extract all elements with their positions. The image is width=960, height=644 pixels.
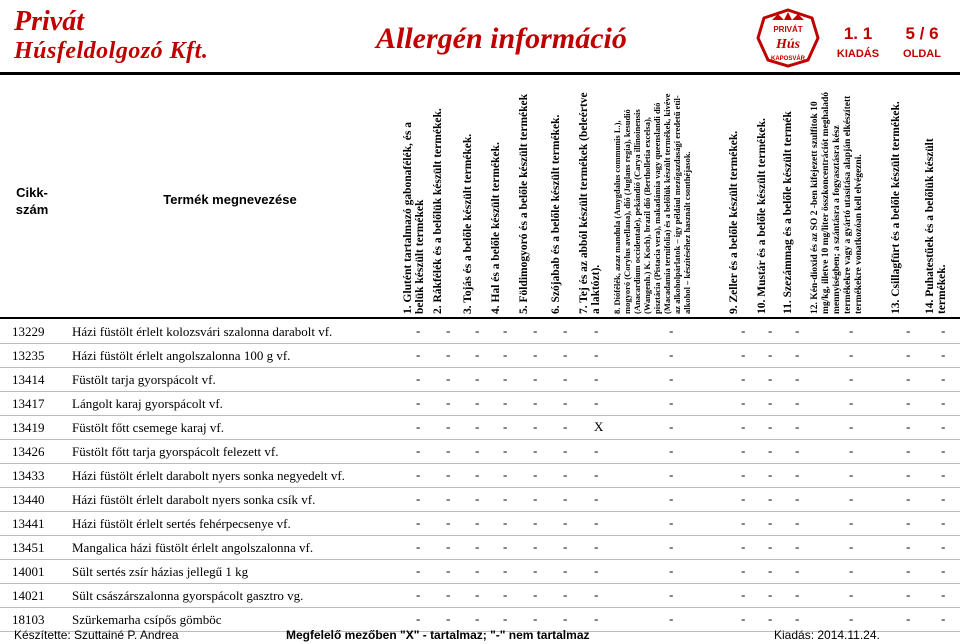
allergen-mark: - — [741, 395, 746, 410]
product-code: 13441 — [0, 512, 72, 536]
allergen-mark: - — [563, 371, 568, 386]
allergen-mark: - — [768, 515, 773, 530]
allergen-mark: - — [768, 587, 773, 602]
page-value: 5 / 6 — [905, 24, 939, 43]
allergen-mark: - — [503, 323, 508, 338]
allergen-mark: - — [563, 347, 568, 362]
allergen-mark: - — [941, 323, 946, 338]
allergen-mark: - — [533, 467, 538, 482]
allergen-mark: - — [849, 611, 854, 626]
allergen-mark: - — [475, 347, 480, 362]
allergen-mark: - — [906, 419, 911, 434]
brand-subtitle: Húsfeldolgozó Kft. — [14, 38, 209, 64]
allergen-mark: - — [906, 587, 911, 602]
allergen-mark: - — [503, 587, 508, 602]
allergen-mark: - — [446, 347, 451, 362]
product-code: 13451 — [0, 536, 72, 560]
allergen-mark: - — [416, 467, 421, 482]
allergen-mark: - — [503, 563, 508, 578]
allergen-mark: - — [416, 323, 421, 338]
allergen-mark: - — [741, 419, 746, 434]
column-header-name: Termék megnevezése — [163, 192, 297, 207]
allergen-mark: - — [563, 587, 568, 602]
allergen-mark: - — [416, 443, 421, 458]
allergen-mark: - — [906, 371, 911, 386]
allergen-mark: - — [795, 395, 800, 410]
allergen-mark: - — [533, 371, 538, 386]
allergen-mark: - — [446, 371, 451, 386]
allergen-mark: - — [563, 539, 568, 554]
product-name: Lángolt karaj gyorspácolt vf. — [72, 392, 410, 416]
allergen-mark: - — [795, 491, 800, 506]
product-name: Sült császárszalonna gyorspácolt gasztro vg. — [72, 584, 410, 608]
allergen-header-1: 1. Glutént tartalmazó gabonafélék, és a belük készült termékek — [402, 122, 426, 314]
allergen-mark: - — [416, 539, 421, 554]
product-code: 13414 — [0, 368, 72, 392]
edition-box — [826, 8, 890, 68]
allergen-mark: - — [533, 539, 538, 554]
allergen-header-13: 13. Csillagfürt és a belőle készült termékek. — [890, 101, 902, 314]
table-row — [0, 392, 960, 416]
allergen-mark: - — [533, 443, 538, 458]
product-code: 14021 — [0, 584, 72, 608]
allergen-mark: - — [795, 611, 800, 626]
page-box — [890, 8, 954, 68]
allergen-mark: - — [475, 467, 480, 482]
allergen-mark: - — [594, 323, 599, 338]
allergen-mark: - — [563, 323, 568, 338]
allergen-mark: - — [795, 443, 800, 458]
allergen-mark: - — [906, 443, 911, 458]
allergen-marks — [410, 488, 960, 512]
table-header-divider — [0, 317, 960, 319]
allergen-mark: - — [795, 467, 800, 482]
allergen-mark: - — [669, 371, 674, 386]
allergen-mark: - — [503, 395, 508, 410]
allergen-mark: - — [446, 467, 451, 482]
allergen-mark: - — [849, 347, 854, 362]
allergen-mark: - — [741, 491, 746, 506]
allergen-mark: - — [669, 587, 674, 602]
product-name: Házi füstölt érlelt angolszalonna 100 g vf. — [72, 344, 410, 368]
table-row — [0, 488, 960, 512]
allergen-mark: - — [741, 323, 746, 338]
allergen-header-9: 9. Zeller és a belőle készült termékek. — [728, 130, 740, 314]
allergen-mark: - — [941, 419, 946, 434]
allergen-header-3: 3. Tojás és a belőle készült termékek. — [462, 133, 474, 314]
allergen-mark: - — [594, 443, 599, 458]
logo-top-text: PRIVÁT — [773, 25, 803, 34]
allergen-mark: - — [941, 539, 946, 554]
allergen-mark: - — [941, 395, 946, 410]
allergen-marks — [410, 440, 960, 464]
allergen-mark: - — [768, 371, 773, 386]
allergen-marks — [410, 536, 960, 560]
allergen-mark: - — [906, 395, 911, 410]
allergen-mark: - — [446, 539, 451, 554]
issue-date: Kiadás: 2014.11.24. — [774, 628, 880, 642]
allergen-mark: - — [768, 491, 773, 506]
allergen-mark: - — [906, 611, 911, 626]
allergen-mark: - — [941, 371, 946, 386]
allergen-mark: - — [941, 563, 946, 578]
brand-title: Privát — [14, 6, 84, 37]
allergen-mark: - — [849, 467, 854, 482]
allergen-mark: - — [503, 419, 508, 434]
allergen-mark: - — [446, 395, 451, 410]
allergen-mark: - — [669, 395, 674, 410]
column-header-code: Cikk-szám — [15, 185, 49, 217]
company-logo — [752, 8, 824, 68]
allergen-mark: - — [503, 371, 508, 386]
allergen-mark: - — [533, 491, 538, 506]
allergen-mark: - — [906, 467, 911, 482]
allergen-mark: - — [594, 539, 599, 554]
allergen-mark: - — [446, 611, 451, 626]
allergen-mark: - — [533, 563, 538, 578]
logo-bottom-text: KAPOSVÁR — [770, 56, 806, 62]
allergen-mark: - — [475, 587, 480, 602]
allergen-mark: - — [741, 515, 746, 530]
allergen-header-14: 14. Puhatestűek és a belőlük készült termékek. — [924, 138, 948, 314]
allergen-mark: - — [594, 491, 599, 506]
allergen-mark: - — [741, 563, 746, 578]
allergen-mark: - — [669, 323, 674, 338]
allergen-mark: - — [795, 419, 800, 434]
product-code: 13426 — [0, 440, 72, 464]
allergen-mark: - — [594, 347, 599, 362]
allergen-mark: - — [669, 539, 674, 554]
allergen-mark: - — [849, 491, 854, 506]
allergen-mark: - — [741, 587, 746, 602]
allergen-marks — [410, 320, 960, 344]
allergen-marks — [410, 512, 960, 536]
allergen-mark: - — [941, 515, 946, 530]
allergen-mark: - — [849, 539, 854, 554]
table-row — [0, 464, 960, 488]
product-name: Szürkemarha csípős gömböc — [72, 608, 410, 632]
allergen-mark: - — [941, 443, 946, 458]
allergen-mark: - — [563, 419, 568, 434]
allergen-mark: - — [563, 467, 568, 482]
allergen-mark: - — [594, 563, 599, 578]
allergen-header-6: 6. Szójabab és a belőle készült termékek. — [550, 114, 562, 314]
allergen-mark: - — [941, 467, 946, 482]
product-table — [0, 320, 960, 632]
allergen-mark: - — [669, 467, 674, 482]
product-code: 14001 — [0, 560, 72, 584]
table-row — [0, 368, 960, 392]
allergen-mark: - — [795, 587, 800, 602]
table-row — [0, 584, 960, 608]
allergen-mark: - — [533, 347, 538, 362]
allergen-mark: - — [594, 587, 599, 602]
product-name: Füstölt főtt csemege karaj vf. — [72, 416, 410, 440]
allergen-mark: - — [416, 515, 421, 530]
allergen-mark: - — [563, 443, 568, 458]
allergen-mark: - — [503, 491, 508, 506]
allergen-mark: - — [941, 347, 946, 362]
allergen-mark: - — [503, 539, 508, 554]
allergen-mark: - — [849, 443, 854, 458]
product-code: 13433 — [0, 464, 72, 488]
product-code: 13417 — [0, 392, 72, 416]
allergen-marks — [410, 464, 960, 488]
allergen-mark: - — [533, 515, 538, 530]
allergen-mark: - — [768, 347, 773, 362]
allergen-mark: - — [475, 371, 480, 386]
allergen-marks — [410, 560, 960, 584]
allergen-mark: - — [416, 347, 421, 362]
allergen-mark: - — [563, 395, 568, 410]
allergen-mark: - — [503, 443, 508, 458]
allergen-mark: - — [906, 515, 911, 530]
legend: Megfelelő mezőben "X" - tartalmaz; "-" nem tartalmaz — [286, 628, 590, 642]
allergen-mark: - — [563, 563, 568, 578]
allergen-mark: - — [906, 539, 911, 554]
document-title: Allergén információ — [376, 22, 627, 55]
allergen-header-8: 8. Diófélék, azaz mandula (Amygdalus communis L.), mogyoró (Corylus avellana), dió (Juglans regia), kesudió (Anacardium occidentale), pekándió (Carya illinoinensis (Wangenh.) K. Koch), brazil dió (Bertholletia excelsa), pisztácia (Pistacia vera), makadámia vagy queenslandi dió (Macadamia ternifolia) és a belőlük készült termékek, kivéve az alkoholpárlatok – így például mezőgazdasági eredetű etil-alkohol – készítéséhez használt csonthéjasok. — [612, 93, 692, 314]
allergen-mark: - — [669, 563, 674, 578]
table-row — [0, 560, 960, 584]
allergen-header-10: 10. Mustár és a belőle készült termékek. — [756, 118, 768, 314]
allergen-mark: - — [768, 611, 773, 626]
allergen-mark: - — [446, 323, 451, 338]
allergen-mark: - — [669, 611, 674, 626]
allergen-mark: - — [741, 467, 746, 482]
allergen-mark: - — [533, 323, 538, 338]
allergen-mark: - — [906, 491, 911, 506]
allergen-mark: - — [416, 419, 421, 434]
allergen-mark: - — [475, 563, 480, 578]
allergen-mark: - — [849, 419, 854, 434]
allergen-mark: - — [533, 611, 538, 626]
allergen-mark: - — [741, 371, 746, 386]
allergen-mark: - — [795, 563, 800, 578]
allergen-mark: - — [446, 563, 451, 578]
edition-label: KIADÁS — [836, 48, 880, 60]
allergen-mark: - — [446, 587, 451, 602]
allergen-mark: - — [941, 611, 946, 626]
allergen-mark: - — [669, 347, 674, 362]
table-row — [0, 512, 960, 536]
allergen-mark: - — [475, 443, 480, 458]
allergen-mark: - — [446, 491, 451, 506]
allergen-mark: - — [795, 347, 800, 362]
table-row — [0, 344, 960, 368]
product-name: Házi füstölt érlelt darabolt nyers sonka csík vf. — [72, 488, 410, 512]
allergen-mark: - — [446, 515, 451, 530]
allergen-header-2: 2. Rákfélék és a belőlük készült termékek. — [432, 108, 444, 314]
allergen-mark: - — [533, 587, 538, 602]
allergen-mark: - — [741, 347, 746, 362]
edition-value: 1. 1 — [843, 24, 873, 43]
allergen-mark: - — [795, 371, 800, 386]
allergen-mark: - — [416, 587, 421, 602]
allergen-mark: - — [741, 539, 746, 554]
allergen-mark: - — [849, 395, 854, 410]
product-code: 13440 — [0, 488, 72, 512]
product-name: Házi füstölt érlelt darabolt nyers sonka negyedelt vf. — [72, 464, 410, 488]
allergen-mark: - — [906, 347, 911, 362]
allergen-mark: - — [849, 515, 854, 530]
allergen-mark: - — [849, 323, 854, 338]
allergen-mark: - — [795, 323, 800, 338]
prepared-by: Készítette: Szuttainé P. Andrea — [14, 628, 179, 642]
allergen-mark: - — [475, 395, 480, 410]
table-row — [0, 440, 960, 464]
allergen-mark: - — [594, 395, 599, 410]
header-divider — [0, 72, 960, 75]
allergen-mark: - — [594, 467, 599, 482]
allergen-mark: - — [795, 539, 800, 554]
allergen-mark: - — [446, 443, 451, 458]
allergen-mark: - — [503, 515, 508, 530]
allergen-mark: - — [446, 419, 451, 434]
allergen-mark: - — [768, 467, 773, 482]
allergen-mark: - — [475, 515, 480, 530]
allergen-header-4: 4. Hal és a belőle készült termékek. — [490, 142, 502, 314]
allergen-marks — [410, 392, 960, 416]
allergen-mark: - — [475, 491, 480, 506]
product-name: Füstölt főtt tarja gyorspácolt felezett vf. — [72, 440, 410, 464]
allergen-mark: - — [533, 395, 538, 410]
allergen-mark: - — [416, 371, 421, 386]
allergen-marks — [410, 368, 960, 392]
allergen-header-7: 7. Tej és az abból készült termékek (beleértve a laktózt). — [578, 92, 602, 314]
allergen-mark: X — [594, 419, 604, 434]
allergen-mark: - — [503, 611, 508, 626]
allergen-mark: - — [475, 539, 480, 554]
allergen-mark: - — [475, 419, 480, 434]
allergen-mark: - — [533, 419, 538, 434]
allergen-mark: - — [669, 443, 674, 458]
allergen-header-12: 12. Kén-dioxid és az SO 2 -ben kifejezett szulfitok 10 mg/kg, illetve 10 mg/liter összkoncentrációt meghaladó mennyiségben; a szántásra a fogyasztásra kész termékekre vagy a gyártó utasítása alapján elkészített termékekre vonatkozóan kell elvégezni. — [810, 92, 864, 314]
allergen-mark: - — [849, 587, 854, 602]
allergen-mark: - — [741, 611, 746, 626]
allergen-mark: - — [416, 563, 421, 578]
allergen-mark: - — [594, 611, 599, 626]
product-code: 13229 — [0, 320, 72, 344]
allergen-mark: - — [768, 539, 773, 554]
allergen-header-5: 5. Földimogyoró és a belőle készült termékek — [518, 93, 530, 314]
allergen-marks — [410, 344, 960, 368]
page-label: OLDAL — [903, 48, 941, 60]
product-name: Füstölt tarja gyorspácolt vf. — [72, 368, 410, 392]
allergen-mark: - — [416, 611, 421, 626]
allergen-mark: - — [741, 443, 746, 458]
allergen-mark: - — [849, 371, 854, 386]
allergen-mark: - — [768, 419, 773, 434]
allergen-mark: - — [503, 347, 508, 362]
allergen-marks — [410, 416, 960, 440]
product-code: 13419 — [0, 416, 72, 440]
allergen-header-11: 11. Szezámmag és a belőle készült termék — [782, 111, 794, 314]
product-code: 13235 — [0, 344, 72, 368]
allergen-mark: - — [563, 515, 568, 530]
allergen-mark: - — [768, 395, 773, 410]
table-row — [0, 536, 960, 560]
allergen-mark: - — [563, 491, 568, 506]
product-name: Sült sertés zsír házias jellegű 1 kg — [72, 560, 410, 584]
allergen-mark: - — [795, 515, 800, 530]
product-name: Mangalica házi füstölt érlelt angolszalonna vf. — [72, 536, 410, 560]
allergen-mark: - — [475, 611, 480, 626]
allergen-marks — [410, 584, 960, 608]
table-row — [0, 320, 960, 344]
allergen-mark: - — [594, 371, 599, 386]
allergen-mark: - — [475, 323, 480, 338]
allergen-mark: - — [669, 515, 674, 530]
table-row — [0, 416, 960, 440]
logo-main-text: Hús — [775, 37, 801, 52]
allergen-mark: - — [941, 587, 946, 602]
allergen-mark: - — [768, 563, 773, 578]
allergen-mark: - — [941, 491, 946, 506]
allergen-mark: - — [594, 515, 599, 530]
product-code: 18103 — [0, 608, 72, 632]
allergen-mark: - — [669, 491, 674, 506]
allergen-mark: - — [768, 443, 773, 458]
allergen-mark: - — [768, 323, 773, 338]
product-name: Házi füstölt érlelt kolozsvári szalonna darabolt vf. — [72, 320, 410, 344]
allergen-mark: - — [416, 395, 421, 410]
allergen-mark: - — [563, 611, 568, 626]
product-name: Házi füstölt érlelt sertés fehérpecsenye vf. — [72, 512, 410, 536]
allergen-mark: - — [906, 563, 911, 578]
allergen-mark: - — [906, 323, 911, 338]
allergen-mark: - — [849, 563, 854, 578]
allergen-mark: - — [669, 419, 674, 434]
allergen-mark: - — [416, 491, 421, 506]
allergen-mark: - — [503, 467, 508, 482]
